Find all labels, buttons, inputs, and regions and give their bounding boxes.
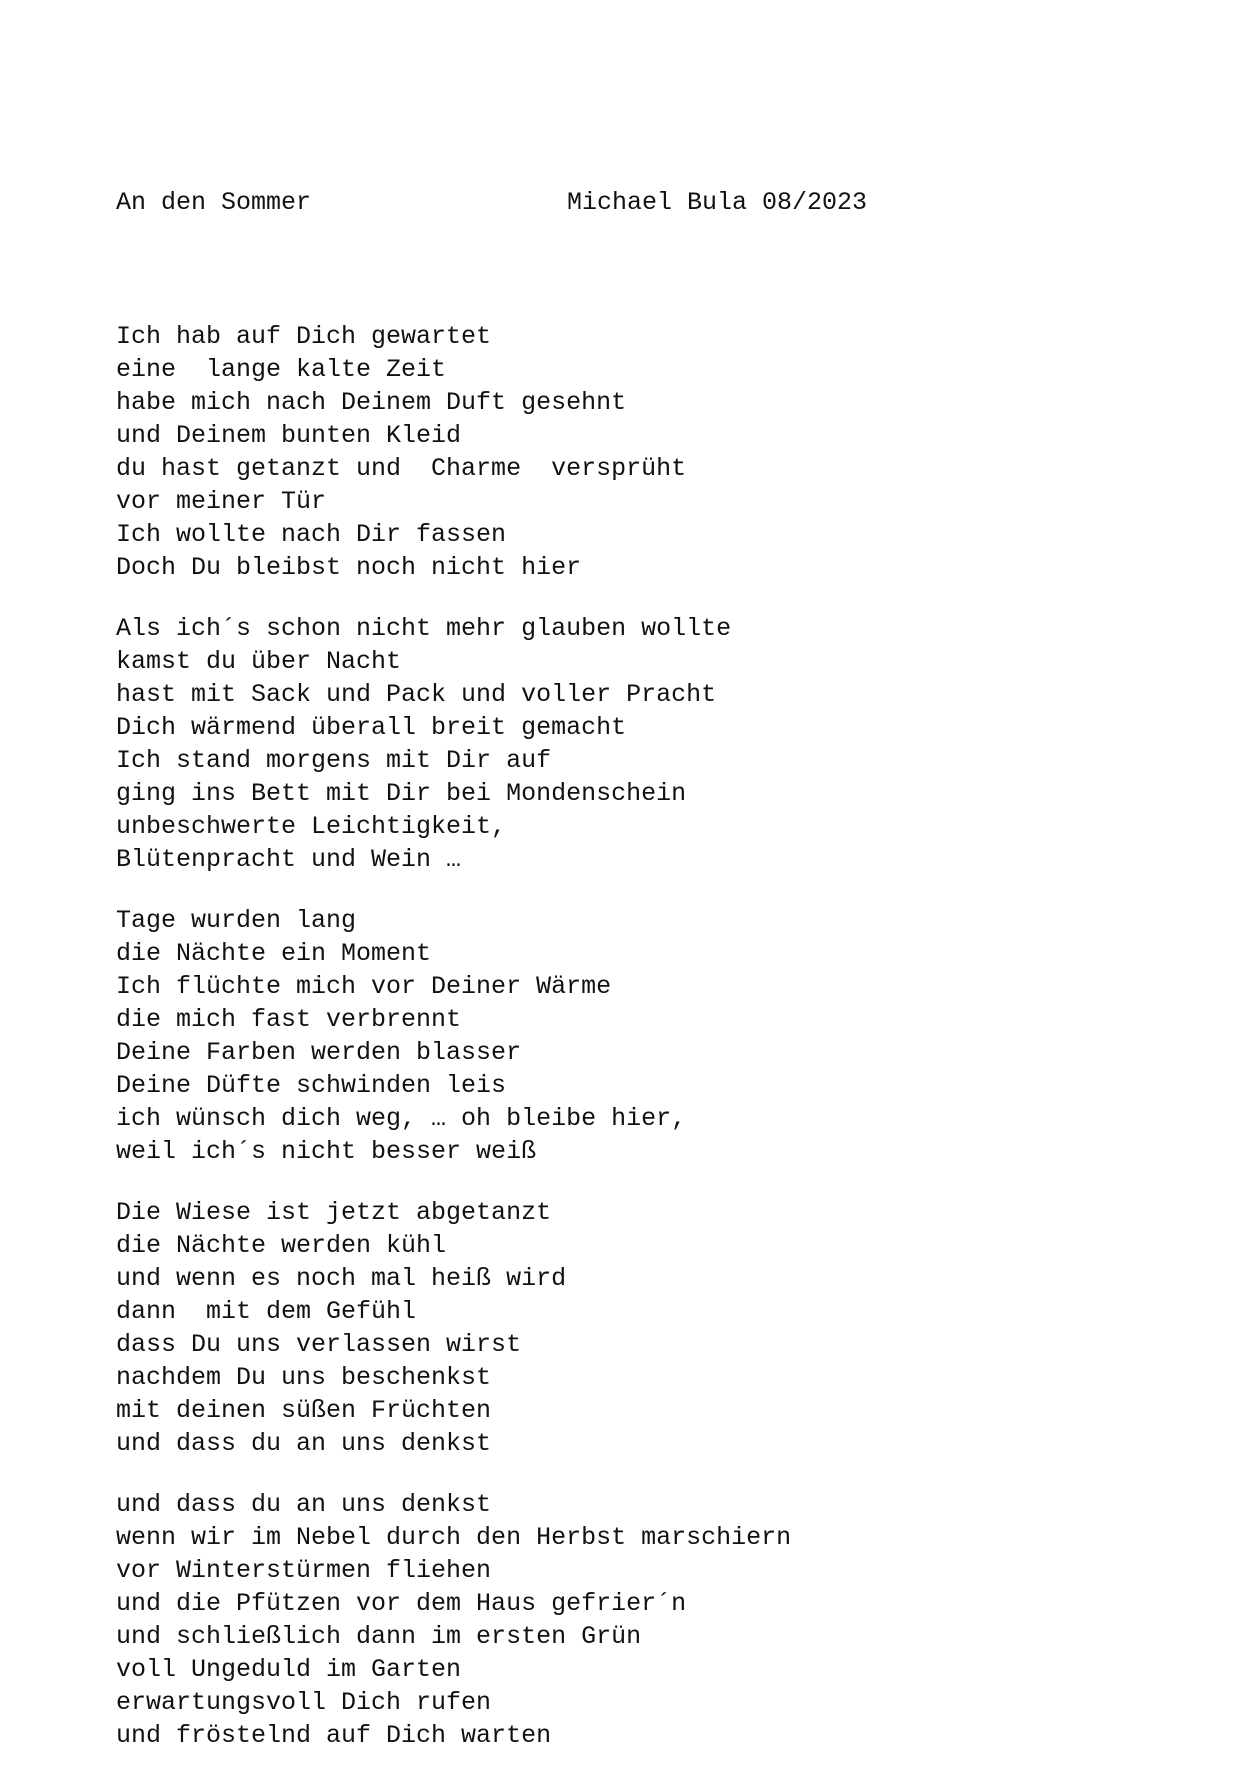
poem-line: die Nächte ein Moment: [116, 939, 432, 968]
poem-line: Blütenpracht und Wein …: [116, 845, 462, 874]
poem-line: Doch Du bleibst noch nicht hier: [116, 553, 582, 582]
stanza: [116, 320, 867, 584]
poem-line: mit deinen süßen Früchten: [116, 1396, 492, 1425]
poem-line: Ich wollte nach Dir fassen: [116, 520, 507, 549]
poem-line: und schließlich dann im ersten Grün: [116, 1622, 642, 1651]
poem-line: und dass du an uns denkst: [116, 1429, 492, 1458]
poem-line: kamst du über Nacht: [116, 647, 402, 676]
poem-line: hast mit Sack und Pack und voller Pracht: [116, 680, 717, 709]
poem-line: habe mich nach Deinem Duft gesehnt: [116, 388, 627, 417]
poem-line: erwartungsvoll Dich rufen: [116, 1688, 492, 1717]
poem-line: Ich hab auf Dich gewartet: [116, 322, 492, 351]
stanza: [116, 904, 867, 1168]
poem-line: und wenn es noch mal heiß wird: [116, 1264, 567, 1293]
stanza: [116, 1488, 867, 1752]
poem-line: die Nächte werden kühl: [116, 1231, 447, 1260]
poem-line: Dich wärmend überall breit gemacht: [116, 713, 627, 742]
stanza: [116, 1196, 867, 1460]
poem-line: weil ich´s nicht besser weiß: [116, 1137, 537, 1166]
poem-line: vor meiner Tür: [116, 487, 327, 516]
poem-line: Deine Farben werden blasser: [116, 1038, 522, 1067]
stanza: [116, 612, 867, 876]
poem-line: Ich stand morgens mit Dir auf: [116, 746, 552, 775]
poem-line: und fröstelnd auf Dich warten: [116, 1721, 552, 1750]
poem-line: dann mit dem Gefühl: [116, 1297, 417, 1326]
poem-line: und die Pfützen vor dem Haus gefrier´n: [116, 1589, 687, 1618]
poem-body: [116, 320, 867, 1752]
poem-line: nachdem Du uns beschenkst: [116, 1363, 492, 1392]
poem-line: Als ich´s schon nicht mehr glauben wollte: [116, 614, 732, 643]
poem-line: Tage wurden lang: [116, 906, 357, 935]
poem-line: die mich fast verbrennt: [116, 1005, 462, 1034]
poem-line: Ich flüchte mich vor Deiner Wärme: [116, 972, 612, 1001]
poem-line: und dass du an uns denkst: [116, 1490, 492, 1519]
poem-line: ging ins Bett mit Dir bei Mondenschein: [116, 779, 687, 808]
poem-line: ich wünsch dich weg, … oh bleibe hier,: [116, 1104, 687, 1133]
poem-line: vor Winterstürmen fliehen: [116, 1556, 492, 1585]
poem-header: [116, 186, 867, 219]
poem-line: und Deinem bunten Kleid: [116, 421, 462, 450]
author-date: Michael Bula 08/2023: [567, 188, 868, 217]
poem-line: wenn wir im Nebel durch den Herbst marschiern: [116, 1523, 792, 1552]
poem-page: [116, 120, 867, 1785]
poem-line: eine lange kalte Zeit: [116, 355, 447, 384]
poem-line: unbeschwerte Leichtigkeit,: [116, 812, 507, 841]
poem-line: dass Du uns verlassen wirst: [116, 1330, 522, 1359]
poem-line: voll Ungeduld im Garten: [116, 1655, 462, 1684]
poem-line: Die Wiese ist jetzt abgetanzt: [116, 1198, 552, 1227]
poem-line: Deine Düfte schwinden leis: [116, 1071, 507, 1100]
poem-line: du hast getanzt und Charme versprüht: [116, 454, 687, 483]
poem-title: An den Sommer: [116, 188, 312, 217]
